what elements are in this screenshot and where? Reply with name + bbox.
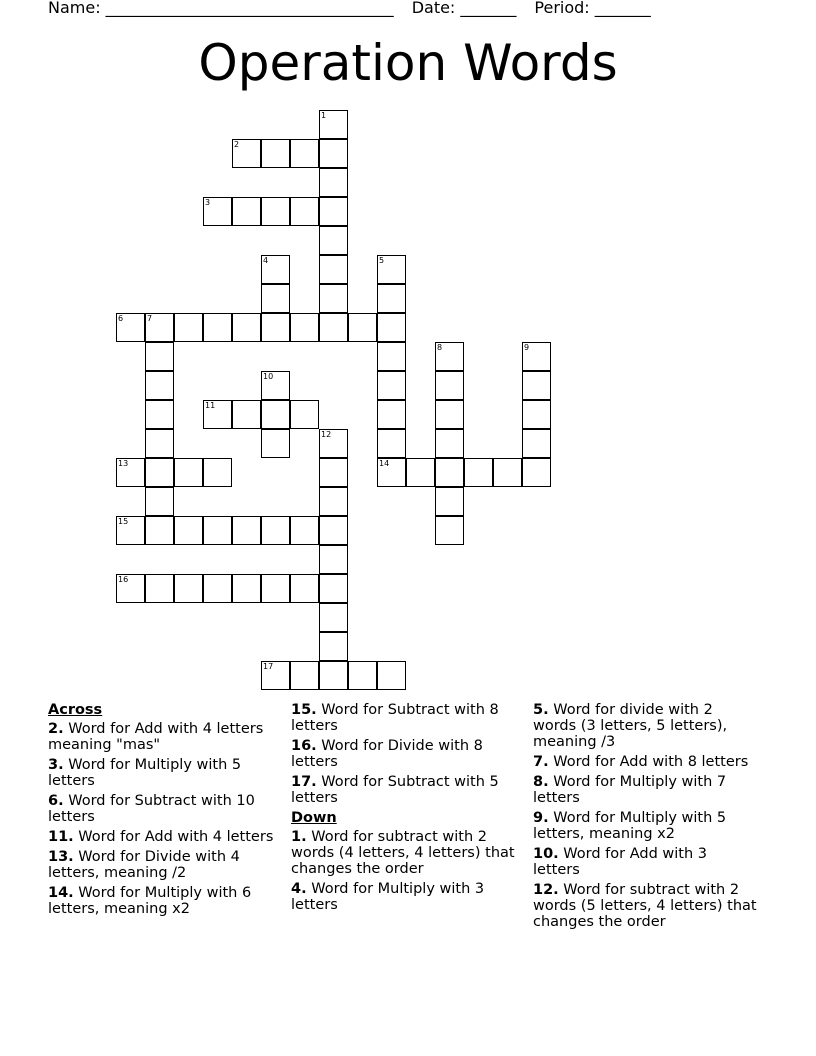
clue-item — [533, 810, 758, 842]
clue-item-number: 1. — [291, 829, 307, 845]
crossword-cell[interactable] — [319, 574, 348, 603]
clue-item-number: 13. — [48, 849, 74, 865]
clue-item-number: 8. — [533, 774, 549, 790]
clue-number: 13 — [118, 459, 129, 468]
crossword-cell[interactable] — [261, 516, 290, 545]
crossword-cell[interactable] — [261, 429, 290, 458]
crossword-cell[interactable] — [522, 371, 551, 400]
clue-item-number: 7. — [533, 754, 549, 770]
clue-item-text: Word for Add with 3 letters — [533, 846, 708, 878]
crossword-cell[interactable] — [290, 139, 319, 168]
crossword-cell[interactable] — [261, 371, 290, 400]
clue-item-text: Word for Add with 4 letters meaning "mas" — [48, 721, 264, 753]
clue-item-number: 17. — [291, 774, 317, 790]
crossword-cell[interactable] — [232, 516, 261, 545]
crossword-cell[interactable] — [435, 371, 464, 400]
clue-number: 12 — [321, 430, 332, 439]
clue-number: 11 — [205, 401, 216, 410]
crossword-cell[interactable] — [116, 574, 145, 603]
clue-number: 6 — [118, 314, 124, 323]
crossword-cell[interactable] — [435, 429, 464, 458]
crossword-cell[interactable] — [232, 313, 261, 342]
clue-item — [533, 882, 758, 930]
crossword-cell[interactable] — [348, 313, 377, 342]
clue-item — [48, 757, 278, 789]
crossword-cell[interactable] — [261, 255, 290, 284]
clue-item-text: Word for Subtract with 5 letters — [291, 774, 499, 806]
crossword-cell[interactable] — [319, 458, 348, 487]
crossword-cell[interactable] — [435, 487, 464, 516]
crossword-cell[interactable] — [174, 574, 203, 603]
clue-item — [533, 774, 758, 806]
clue-item — [291, 881, 521, 913]
crossword-cell[interactable] — [203, 516, 232, 545]
name-field-label: Name: ____________________________________ — [48, 0, 394, 17]
clues-column-3 — [533, 702, 758, 934]
crossword-cell[interactable] — [319, 284, 348, 313]
crossword-cell[interactable] — [145, 342, 174, 371]
crossword-cell[interactable] — [319, 197, 348, 226]
crossword-cell[interactable] — [232, 197, 261, 226]
clue-item-text: Word for Multiply with 5 letters — [48, 757, 242, 789]
crossword-cell[interactable] — [319, 487, 348, 516]
crossword-cell[interactable] — [145, 400, 174, 429]
crossword-cell[interactable] — [261, 284, 290, 313]
crossword-cell[interactable] — [319, 603, 348, 632]
down-clue-list — [291, 829, 521, 913]
crossword-cell[interactable] — [290, 516, 319, 545]
clue-number: 16 — [118, 575, 129, 584]
across-heading: Across — [48, 702, 103, 718]
clue-item-text: Word for subtract with 2 words (4 letters, 4 letters) that changes the order — [291, 829, 515, 877]
across-clue-list-continued — [291, 702, 521, 806]
clue-item-number: 12. — [533, 882, 559, 898]
clue-item-number: 6. — [48, 793, 64, 809]
crossword-cell[interactable] — [319, 429, 348, 458]
crossword-cell[interactable] — [377, 313, 406, 342]
clue-item-number: 4. — [291, 881, 307, 897]
crossword-cell[interactable] — [319, 255, 348, 284]
crossword-cell[interactable] — [435, 400, 464, 429]
clue-item-number: 5. — [533, 702, 549, 718]
clue-item-text: Word for Add with 8 letters — [548, 754, 749, 770]
clue-item — [48, 721, 278, 753]
crossword-cell[interactable] — [348, 661, 377, 690]
clue-item — [48, 793, 278, 825]
down-clue-list-continued — [533, 702, 758, 930]
crossword-cell[interactable] — [319, 313, 348, 342]
crossword-cell[interactable] — [435, 516, 464, 545]
clue-item-text: Word for divide with 2 words (3 letters, 5 letters), meaning /3 — [533, 702, 728, 750]
crossword-cell[interactable] — [261, 661, 290, 690]
clue-number: 9 — [524, 343, 530, 352]
date-field-label: Date: _______ — [411, 0, 517, 17]
crossword-cell[interactable] — [203, 574, 232, 603]
crossword-cell[interactable] — [145, 458, 174, 487]
clue-item-number: 16. — [291, 738, 317, 754]
crossword-cell[interactable] — [232, 574, 261, 603]
crossword-cell[interactable] — [319, 226, 348, 255]
crossword-cell[interactable] — [261, 139, 290, 168]
crossword-cell[interactable] — [203, 400, 232, 429]
clue-number: 2 — [234, 140, 240, 149]
crossword-cell[interactable] — [377, 342, 406, 371]
crossword-cell[interactable] — [261, 197, 290, 226]
crossword-cell[interactable] — [261, 400, 290, 429]
crossword-cell[interactable] — [290, 574, 319, 603]
crossword-cell[interactable] — [319, 168, 348, 197]
clue-item — [533, 702, 758, 750]
clue-number: 3 — [205, 198, 211, 207]
crossword-cell[interactable] — [174, 313, 203, 342]
clue-item — [533, 754, 758, 770]
crossword-cell[interactable] — [435, 458, 464, 487]
clue-item-text: Word for Multiply with 3 letters — [291, 881, 485, 913]
crossword-cell[interactable] — [116, 516, 145, 545]
crossword-cell[interactable] — [290, 313, 319, 342]
down-heading: Down — [291, 810, 337, 826]
crossword-cell[interactable] — [261, 313, 290, 342]
crossword-cell[interactable] — [522, 429, 551, 458]
crossword-cell[interactable] — [145, 516, 174, 545]
crossword-cell[interactable] — [522, 342, 551, 371]
crossword-cell[interactable] — [290, 400, 319, 429]
crossword-cell[interactable] — [145, 487, 174, 516]
clue-item-number: 14. — [48, 885, 74, 901]
clue-item-number: 15. — [291, 702, 317, 718]
clue-item-text: Word for subtract with 2 words (5 letters, 4 letters) that changes the order — [533, 882, 757, 930]
crossword-cell[interactable] — [377, 400, 406, 429]
crossword-cell[interactable] — [522, 400, 551, 429]
crossword-cell[interactable] — [377, 371, 406, 400]
clue-item-number: 10. — [533, 846, 559, 862]
crossword-cell[interactable] — [319, 110, 348, 139]
crossword-cell[interactable] — [435, 342, 464, 371]
clue-item — [48, 849, 278, 881]
crossword-cell[interactable] — [145, 313, 174, 342]
clue-item-text: Word for Divide with 8 letters — [291, 738, 483, 770]
clue-item-text: Word for Add with 4 letters — [73, 829, 274, 845]
crossword-cell[interactable] — [145, 574, 174, 603]
clue-item — [291, 702, 521, 734]
crossword-cell[interactable] — [174, 458, 203, 487]
clue-number: 17 — [263, 662, 274, 671]
crossword-cell[interactable] — [290, 197, 319, 226]
clue-item — [48, 885, 278, 917]
clue-number: 4 — [263, 256, 269, 265]
crossword-cell[interactable] — [203, 458, 232, 487]
crossword-cell[interactable] — [261, 574, 290, 603]
crossword-cell[interactable] — [493, 458, 522, 487]
crossword-cell[interactable] — [145, 429, 174, 458]
clue-item-text: Word for Multiply with 6 letters, meaning x2 — [48, 885, 252, 917]
clue-item — [533, 846, 758, 878]
period-field-label: Period: _______ — [534, 0, 651, 17]
clue-number: 15 — [118, 517, 129, 526]
crossword-cell[interactable] — [116, 458, 145, 487]
clue-number: 10 — [263, 372, 274, 381]
clue-item-number: 2. — [48, 721, 64, 737]
clue-item — [291, 774, 521, 806]
crossword-cell[interactable] — [377, 284, 406, 313]
clue-item-number: 3. — [48, 757, 64, 773]
clue-item-text: Word for Multiply with 7 letters — [533, 774, 727, 806]
across-clue-list — [48, 721, 278, 917]
crossword-cell[interactable] — [377, 255, 406, 284]
clues-column-1 — [48, 702, 278, 921]
clue-item — [291, 829, 521, 877]
crossword-cell[interactable] — [232, 400, 261, 429]
clue-item — [291, 738, 521, 770]
clue-number: 8 — [437, 343, 443, 352]
clue-item-text: Word for Subtract with 10 letters — [48, 793, 255, 825]
crossword-cell[interactable] — [464, 458, 493, 487]
clue-item-text: Word for Subtract with 8 letters — [291, 702, 499, 734]
crossword-cell[interactable] — [377, 458, 406, 487]
crossword-cell[interactable] — [377, 429, 406, 458]
crossword-cell[interactable] — [377, 661, 406, 690]
crossword-cell[interactable] — [319, 139, 348, 168]
clue-number: 1 — [321, 111, 327, 120]
crossword-cell[interactable] — [319, 545, 348, 574]
crossword-cell[interactable] — [319, 516, 348, 545]
clue-item-number: 11. — [48, 829, 74, 845]
crossword-cell[interactable] — [290, 661, 319, 690]
clue-number: 5 — [379, 256, 385, 265]
clue-item-text: Word for Divide with 4 letters, meaning /2 — [48, 849, 240, 881]
crossword-cell[interactable] — [203, 313, 232, 342]
crossword-cell[interactable] — [522, 458, 551, 487]
crossword-cell[interactable] — [406, 458, 435, 487]
clue-item-number: 9. — [533, 810, 549, 826]
crossword-cell[interactable] — [232, 139, 261, 168]
crossword-cell[interactable] — [319, 661, 348, 690]
page-title: Operation Words — [198, 34, 618, 92]
crossword-cell[interactable] — [203, 197, 232, 226]
crossword-cell[interactable] — [116, 313, 145, 342]
clue-number: 7 — [147, 314, 153, 323]
crossword-cell[interactable] — [145, 371, 174, 400]
clue-number: 14 — [379, 459, 390, 468]
crossword-cell[interactable] — [174, 516, 203, 545]
clue-item-text: Word for Multiply with 5 letters, meaning x2 — [533, 810, 727, 842]
clues-column-2 — [291, 702, 521, 917]
clue-item — [48, 829, 278, 845]
crossword-cell[interactable] — [319, 632, 348, 661]
